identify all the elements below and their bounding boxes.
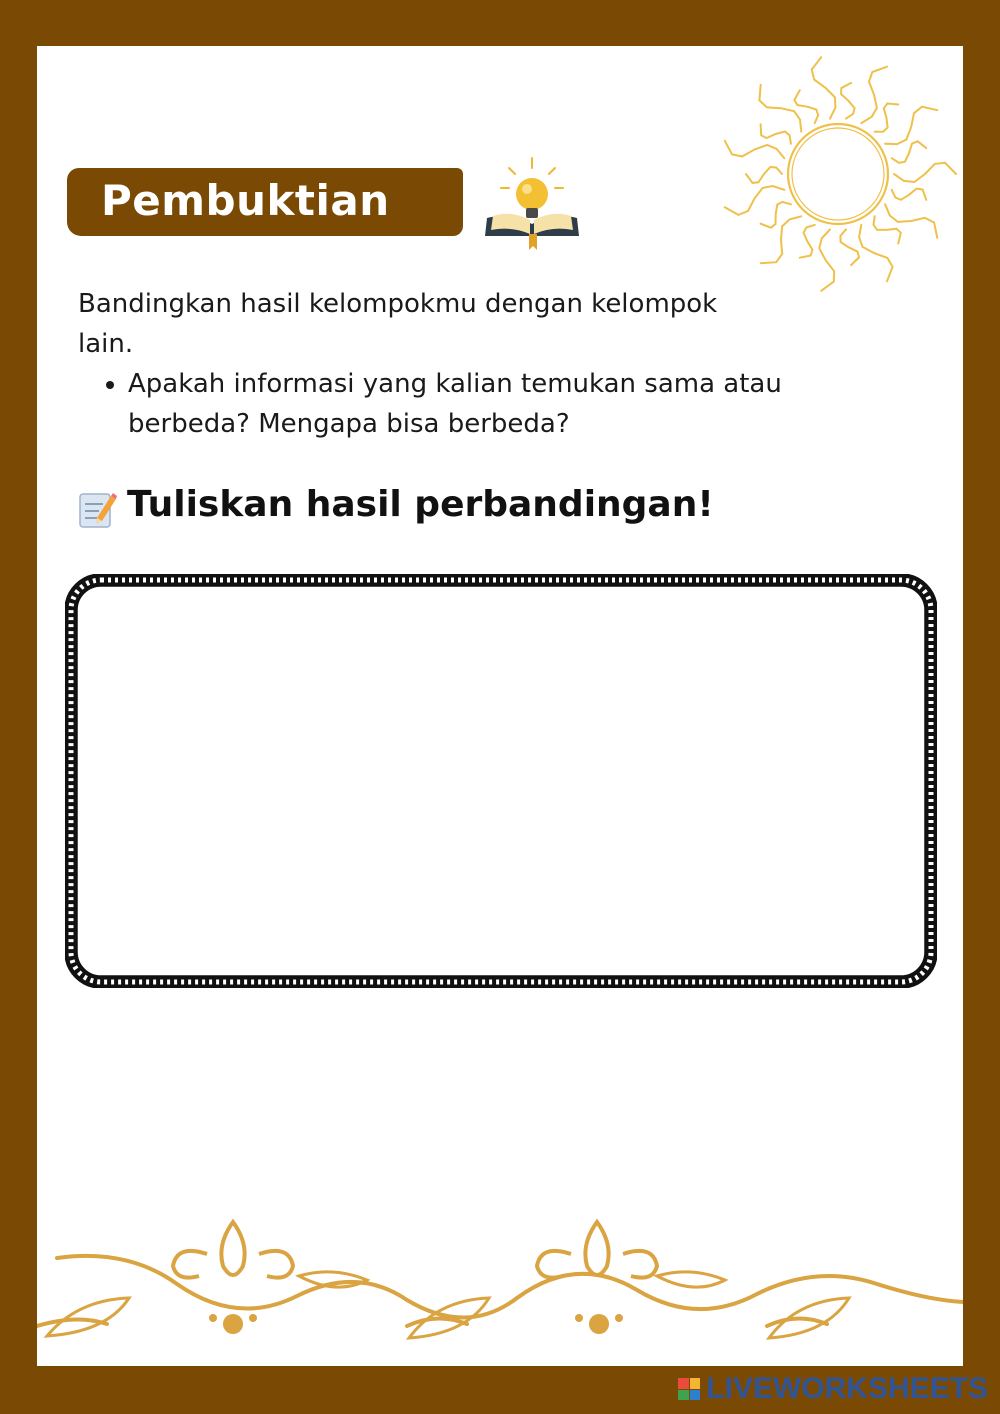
bullet-item: • Apakah informasi yang kalian temukan sama atau berbeda? Mengapa bisa berbeda? xyxy=(128,364,818,444)
memo-pencil-icon xyxy=(77,488,117,530)
task-heading: Tuliskan hasil perbandingan! xyxy=(127,484,714,525)
sun-ray xyxy=(875,104,899,132)
sun-icon xyxy=(703,46,963,308)
sun-ray xyxy=(819,229,834,290)
sun-ray xyxy=(759,85,801,132)
sun-ray xyxy=(861,67,887,123)
sun-ray xyxy=(761,124,791,143)
sun-ray xyxy=(894,163,956,182)
sun-ray xyxy=(841,83,855,119)
sun-ray xyxy=(892,189,927,200)
floral-ornament xyxy=(37,1214,963,1366)
sun-ray xyxy=(885,107,937,144)
page-title: Pembuktian xyxy=(101,176,390,225)
intro-text: Bandingkan hasil kelompokmu dengan kelompok lain. xyxy=(78,289,718,359)
sun-ray xyxy=(761,202,791,228)
watermark-text: LIVEWORKSHEETS xyxy=(706,1372,988,1405)
sun-ray xyxy=(840,229,859,265)
sun-ray xyxy=(761,216,802,263)
liveworksheets-watermark xyxy=(678,1372,988,1406)
title-banner xyxy=(67,168,463,236)
sun-ray xyxy=(859,225,893,281)
sun-ray xyxy=(885,204,937,238)
sun-ray xyxy=(800,225,815,258)
sun-ray xyxy=(725,141,785,158)
book-lightbulb-icon xyxy=(477,154,587,260)
answer-textbox[interactable] xyxy=(97,606,909,962)
bullet-list xyxy=(78,364,818,444)
liveworksheets-logo-icon xyxy=(678,1378,700,1400)
worksheet-page xyxy=(37,46,963,1366)
sun-ray xyxy=(746,167,782,183)
